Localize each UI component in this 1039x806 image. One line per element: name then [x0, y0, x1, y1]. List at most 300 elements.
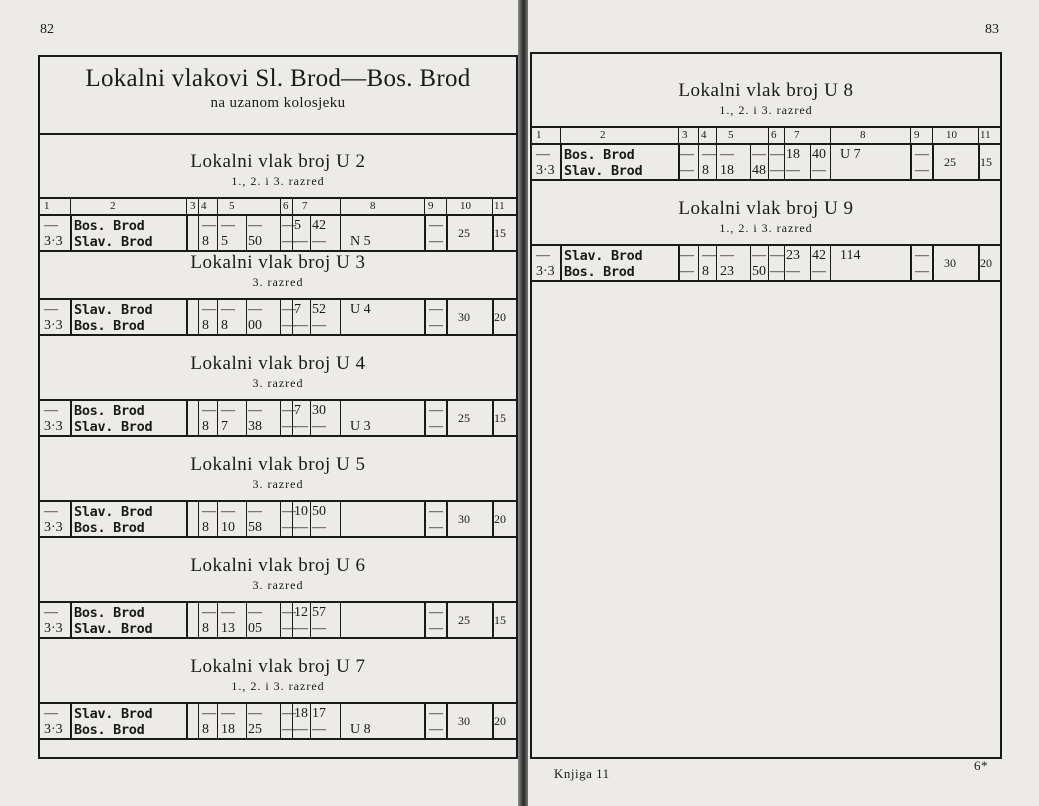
- column-divider: [340, 298, 341, 334]
- station-name: Slav. Brod: [74, 504, 153, 520]
- column-divider: [198, 601, 199, 637]
- column-divider: [198, 399, 199, 435]
- column-divider: [340, 702, 341, 738]
- column-divider: [217, 399, 218, 435]
- column-header: 8: [860, 129, 866, 141]
- col5-hours: 8: [221, 318, 228, 333]
- col5-hours: 7: [221, 419, 228, 434]
- col9-value: —: [429, 520, 443, 535]
- column-divider: [198, 298, 199, 334]
- column-divider: [186, 298, 188, 334]
- col5-hours: 18: [221, 722, 235, 737]
- col7-hours: 18: [294, 706, 308, 721]
- col7-hours: —: [294, 722, 308, 737]
- column-divider: [198, 500, 199, 536]
- col4-value: 8: [702, 264, 709, 279]
- col6-value: —: [282, 218, 296, 233]
- train-section: [40, 644, 516, 745]
- rule-line: [40, 637, 516, 639]
- column-divider: [246, 500, 247, 536]
- km-value: 3·3: [44, 722, 63, 737]
- col11-fare: 20: [980, 256, 992, 270]
- column-divider: [446, 601, 448, 637]
- col7-hours: —: [294, 318, 308, 333]
- column-divider: [446, 500, 448, 536]
- column-divider: [424, 298, 426, 334]
- train-title: Lokalni vlak broj U 4: [190, 353, 366, 374]
- col11-fare: 20: [494, 310, 506, 324]
- rule-line: [532, 179, 1000, 181]
- col5-hours: 18: [720, 163, 734, 178]
- train-class: 1., 2. i 3. razred: [231, 174, 325, 188]
- footer-sheet-mark: 6*: [974, 758, 988, 773]
- col5-hours: 23: [720, 264, 734, 279]
- col4-value: 8: [202, 419, 209, 434]
- col7-minutes: 52: [312, 302, 326, 317]
- col5-minutes: 50: [248, 234, 262, 249]
- station-name: Slav. Brod: [564, 248, 643, 264]
- station-name: Slav. Brod: [74, 302, 153, 318]
- page-number: 83: [985, 22, 999, 37]
- col11-fare: 15: [494, 613, 506, 627]
- column-divider: [70, 197, 71, 214]
- col7-minutes: —: [812, 264, 826, 279]
- col6-value: —: [282, 302, 296, 317]
- column-divider: [280, 500, 281, 536]
- page-number: 82: [40, 22, 54, 37]
- station-name: Bos. Brod: [564, 264, 635, 280]
- col9-value: —: [429, 234, 443, 249]
- column-divider: [186, 500, 188, 536]
- col6-value: —: [282, 419, 296, 434]
- train-class: 3. razred: [252, 275, 304, 289]
- column-divider: [340, 399, 341, 435]
- right-page: [528, 0, 1039, 806]
- page-header: [40, 65, 516, 135]
- train-class: 1., 2. i 3. razred: [719, 221, 813, 235]
- column-header: 10: [460, 200, 471, 212]
- col8-value: U 8: [350, 722, 371, 737]
- column-divider: [810, 143, 811, 179]
- column-header: 8: [370, 200, 376, 212]
- column-header: 11: [980, 129, 991, 141]
- column-divider: [280, 197, 281, 214]
- col6-value: —: [282, 722, 296, 737]
- col9-value: —: [429, 504, 443, 519]
- col10-fare: 30: [458, 310, 470, 324]
- col4-value: 8: [202, 722, 209, 737]
- col5-minutes: 25: [248, 722, 262, 737]
- col4-value: —: [702, 147, 716, 162]
- column-header: 7: [302, 200, 308, 212]
- col5-hours: —: [720, 147, 734, 162]
- rule-line: [40, 214, 516, 216]
- rule-line: [40, 399, 516, 401]
- col10-fare: 30: [458, 714, 470, 728]
- column-divider: [424, 702, 426, 738]
- col11-fare: 15: [494, 226, 506, 240]
- column-header: 10: [946, 129, 957, 141]
- column-divider: [424, 197, 425, 214]
- train-class: 3. razred: [252, 578, 304, 592]
- station-name: Bos. Brod: [74, 318, 145, 334]
- col6-value: —: [282, 605, 296, 620]
- col6-value: —: [282, 403, 296, 418]
- station-name: Bos. Brod: [74, 722, 145, 738]
- train-class: 3. razred: [252, 376, 304, 390]
- col9-value: —: [429, 605, 443, 620]
- km-value: —: [44, 302, 58, 317]
- column-divider: [978, 126, 979, 143]
- col9-value: —: [429, 403, 443, 418]
- station-name: Bos. Brod: [74, 218, 145, 234]
- km-value: —: [44, 605, 58, 620]
- column-divider: [750, 143, 751, 179]
- col6-value: —: [770, 264, 784, 279]
- col7-minutes: 50: [312, 504, 326, 519]
- column-divider: [198, 197, 199, 214]
- col5-minutes: 48: [752, 163, 766, 178]
- train-class: 3. razred: [252, 477, 304, 491]
- column-divider: [70, 500, 72, 536]
- col7-minutes: 30: [312, 403, 326, 418]
- column-header: 1: [44, 200, 50, 212]
- col5-minutes: —: [248, 218, 262, 233]
- col7-minutes: —: [312, 722, 326, 737]
- col7-hours: —: [294, 520, 308, 535]
- col5-hours: —: [221, 605, 235, 620]
- col8-value: 114: [840, 248, 861, 263]
- col4-value: 8: [202, 621, 209, 636]
- col9-value: —: [429, 318, 443, 333]
- rule-line: [40, 702, 516, 704]
- col7-minutes: —: [312, 520, 326, 535]
- column-header: 3: [682, 129, 688, 141]
- col7-hours: —: [786, 264, 800, 279]
- col7-minutes: —: [312, 234, 326, 249]
- column-divider: [716, 126, 717, 143]
- col5-minutes: —: [248, 403, 262, 418]
- col8-value: N 5: [350, 234, 371, 249]
- col5-hours: —: [720, 248, 734, 263]
- column-header: 9: [428, 200, 434, 212]
- column-divider: [910, 244, 912, 280]
- column-divider: [560, 143, 562, 179]
- col7-hours: 7: [294, 403, 301, 418]
- column-divider: [716, 143, 717, 179]
- km-value: 3·3: [536, 163, 555, 178]
- column-divider: [186, 399, 188, 435]
- col7-hours: 23: [786, 248, 800, 263]
- col6-value: —: [282, 520, 296, 535]
- train-title: Lokalni vlak broj U 2: [190, 151, 366, 172]
- col7-minutes: —: [812, 163, 826, 178]
- column-divider: [70, 399, 72, 435]
- col9-value: —: [915, 163, 929, 178]
- station-name: Bos. Brod: [564, 147, 635, 163]
- train-section: [40, 139, 516, 250]
- train-title: Lokalni vlak broj U 6: [190, 555, 366, 576]
- column-divider: [310, 298, 311, 334]
- train-title: Lokalni vlak broj U 3: [190, 252, 366, 273]
- column-divider: [784, 244, 785, 280]
- column-divider: [830, 143, 831, 179]
- col5-hours: —: [221, 218, 235, 233]
- column-divider: [932, 244, 934, 280]
- column-divider: [310, 702, 311, 738]
- col6-value: —: [282, 318, 296, 333]
- col7-hours: 5: [294, 218, 301, 233]
- column-divider: [910, 143, 912, 179]
- col7-hours: —: [294, 419, 308, 434]
- col5-minutes: 50: [752, 264, 766, 279]
- col6-value: —: [282, 504, 296, 519]
- column-divider: [910, 126, 911, 143]
- main-title: Lokalni vlakovi Sl. Brod—Bos. Brod: [85, 65, 471, 92]
- rule-line: [532, 143, 1000, 145]
- rule-line: [40, 197, 516, 199]
- column-divider: [784, 143, 785, 179]
- column-header: 5: [728, 129, 734, 141]
- col5-minutes: 38: [248, 419, 262, 434]
- km-value: 3·3: [536, 264, 555, 279]
- col7-hours: —: [786, 163, 800, 178]
- column-divider: [424, 500, 426, 536]
- column-divider: [292, 197, 293, 214]
- rule-line: [40, 536, 516, 538]
- column-divider: [698, 143, 699, 179]
- col8-value: U 4: [350, 302, 371, 317]
- column-divider: [446, 197, 447, 214]
- col6-value: —: [770, 147, 784, 162]
- col5-hours: —: [221, 403, 235, 418]
- col6-value: —: [282, 706, 296, 721]
- column-divider: [678, 126, 679, 143]
- col3-value: —: [680, 163, 694, 178]
- column-divider: [70, 702, 72, 738]
- column-divider: [70, 601, 72, 637]
- train-section: [532, 68, 1000, 186]
- train-title: Lokalni vlak broj U 7: [190, 656, 366, 677]
- column-divider: [768, 126, 769, 143]
- column-divider: [446, 399, 448, 435]
- col10-fare: 25: [944, 155, 956, 169]
- column-divider: [246, 399, 247, 435]
- column-divider: [768, 143, 769, 179]
- column-divider: [310, 601, 311, 637]
- rule-line: [40, 601, 516, 603]
- timetable-frame: [530, 52, 1002, 759]
- train-section: [532, 186, 1000, 304]
- station-name: Slav. Brod: [74, 419, 153, 435]
- col7-hours: 7: [294, 302, 301, 317]
- rule-line: [40, 334, 516, 336]
- column-divider: [784, 126, 785, 143]
- col4-value: —: [702, 248, 716, 263]
- column-divider: [830, 126, 831, 143]
- col7-hours: 10: [294, 504, 308, 519]
- column-header: 6: [771, 129, 777, 141]
- rule-line: [40, 435, 516, 437]
- train-title: Lokalni vlak broj U 9: [678, 198, 854, 219]
- rule-line: [40, 738, 516, 740]
- col3-value: —: [680, 147, 694, 162]
- col5-minutes: 05: [248, 621, 262, 636]
- col5-minutes: —: [248, 605, 262, 620]
- col7-minutes: 57: [312, 605, 326, 620]
- col4-value: 8: [202, 234, 209, 249]
- col3-value: —: [680, 248, 694, 263]
- rule-line: [40, 500, 516, 502]
- col5-hours: —: [221, 302, 235, 317]
- train-title: Lokalni vlak broj U 8: [678, 80, 854, 101]
- column-divider: [246, 298, 247, 334]
- col6-value: —: [282, 621, 296, 636]
- column-divider: [280, 399, 281, 435]
- station-name: Bos. Brod: [74, 403, 145, 419]
- col7-minutes: —: [312, 621, 326, 636]
- column-divider: [424, 399, 426, 435]
- col5-hours: 5: [221, 234, 228, 249]
- col9-value: —: [429, 218, 443, 233]
- col9-value: —: [915, 248, 929, 263]
- km-value: —: [44, 403, 58, 418]
- column-divider: [698, 126, 699, 143]
- col9-value: —: [429, 302, 443, 317]
- km-value: 3·3: [44, 621, 63, 636]
- column-header: 4: [701, 129, 707, 141]
- col5-minutes: —: [248, 706, 262, 721]
- column-divider: [217, 298, 218, 334]
- col5-hours: —: [221, 504, 235, 519]
- km-value: —: [44, 706, 58, 721]
- column-header: 5: [229, 200, 235, 212]
- col5-hours: —: [221, 706, 235, 721]
- column-divider: [560, 244, 562, 280]
- col4-value: —: [202, 605, 216, 620]
- col5-minutes: —: [752, 248, 766, 263]
- train-class: 1., 2. i 3. razred: [231, 679, 325, 693]
- col5-minutes: 00: [248, 318, 262, 333]
- rule-line: [40, 298, 516, 300]
- train-section: [40, 341, 516, 442]
- col4-value: —: [202, 302, 216, 317]
- km-value: 3·3: [44, 520, 63, 535]
- col7-minutes: 42: [312, 218, 326, 233]
- col9-value: —: [429, 621, 443, 636]
- col5-minutes: 58: [248, 520, 262, 535]
- col9-value: —: [429, 706, 443, 721]
- col6-value: —: [770, 163, 784, 178]
- column-header: 11: [494, 200, 505, 212]
- column-header: 2: [600, 129, 606, 141]
- col4-value: —: [202, 403, 216, 418]
- column-divider: [246, 702, 247, 738]
- km-value: 3·3: [44, 318, 63, 333]
- column-divider: [716, 244, 717, 280]
- column-divider: [446, 702, 448, 738]
- col5-minutes: —: [248, 504, 262, 519]
- col9-value: —: [915, 264, 929, 279]
- km-value: 3·3: [44, 419, 63, 434]
- column-divider: [70, 298, 72, 334]
- col11-fare: 15: [980, 155, 992, 169]
- column-divider: [217, 500, 218, 536]
- column-divider: [280, 601, 281, 637]
- column-divider: [830, 244, 831, 280]
- col7-minutes: 40: [812, 147, 826, 162]
- col10-fare: 25: [458, 226, 470, 240]
- col7-minutes: 42: [812, 248, 826, 263]
- column-divider: [186, 601, 188, 637]
- rule-line: [532, 126, 1000, 128]
- col11-fare: 20: [494, 714, 506, 728]
- col7-hours: 12: [294, 605, 308, 620]
- train-section: [40, 240, 516, 341]
- column-header: 7: [794, 129, 800, 141]
- column-divider: [750, 244, 751, 280]
- train-title: Lokalni vlak broj U 5: [190, 454, 366, 475]
- col4-value: —: [202, 706, 216, 721]
- column-divider: [186, 702, 188, 738]
- rule-line: [532, 244, 1000, 246]
- train-section: [40, 442, 516, 543]
- col9-value: —: [915, 147, 929, 162]
- station-name: Slav. Brod: [74, 706, 153, 722]
- column-divider: [424, 601, 426, 637]
- column-divider: [340, 197, 341, 214]
- column-divider: [932, 143, 934, 179]
- col5-minutes: —: [248, 302, 262, 317]
- column-divider: [698, 244, 699, 280]
- timetable-frame: [38, 55, 518, 759]
- km-value: 3·3: [44, 234, 63, 249]
- col7-hours: —: [294, 234, 308, 249]
- column-divider: [217, 197, 218, 214]
- station-name: Bos. Brod: [74, 605, 145, 621]
- column-divider: [932, 126, 933, 143]
- column-header: 3: [190, 200, 196, 212]
- column-divider: [310, 399, 311, 435]
- column-divider: [198, 702, 199, 738]
- column-divider: [446, 298, 448, 334]
- col7-minutes: —: [312, 318, 326, 333]
- km-value: —: [44, 504, 58, 519]
- train-section: [40, 543, 516, 644]
- col7-minutes: —: [312, 419, 326, 434]
- col8-value: U 7: [840, 147, 861, 162]
- col10-fare: 30: [458, 512, 470, 526]
- station-name: Bos. Brod: [74, 520, 145, 536]
- column-divider: [186, 197, 187, 214]
- km-value: —: [44, 218, 58, 233]
- footer-signature: Knjiga 11: [554, 766, 610, 781]
- train-class: 1., 2. i 3. razred: [719, 103, 813, 117]
- column-divider: [810, 244, 811, 280]
- station-name: Slav. Brod: [74, 621, 153, 637]
- column-divider: [310, 500, 311, 536]
- col3-value: —: [680, 264, 694, 279]
- column-divider: [217, 702, 218, 738]
- column-divider: [560, 126, 561, 143]
- km-value: —: [536, 147, 550, 162]
- column-divider: [246, 601, 247, 637]
- column-header: 2: [110, 200, 116, 212]
- column-divider: [492, 197, 493, 214]
- col6-value: —: [770, 248, 784, 263]
- col7-hours: —: [294, 621, 308, 636]
- col4-value: —: [202, 504, 216, 519]
